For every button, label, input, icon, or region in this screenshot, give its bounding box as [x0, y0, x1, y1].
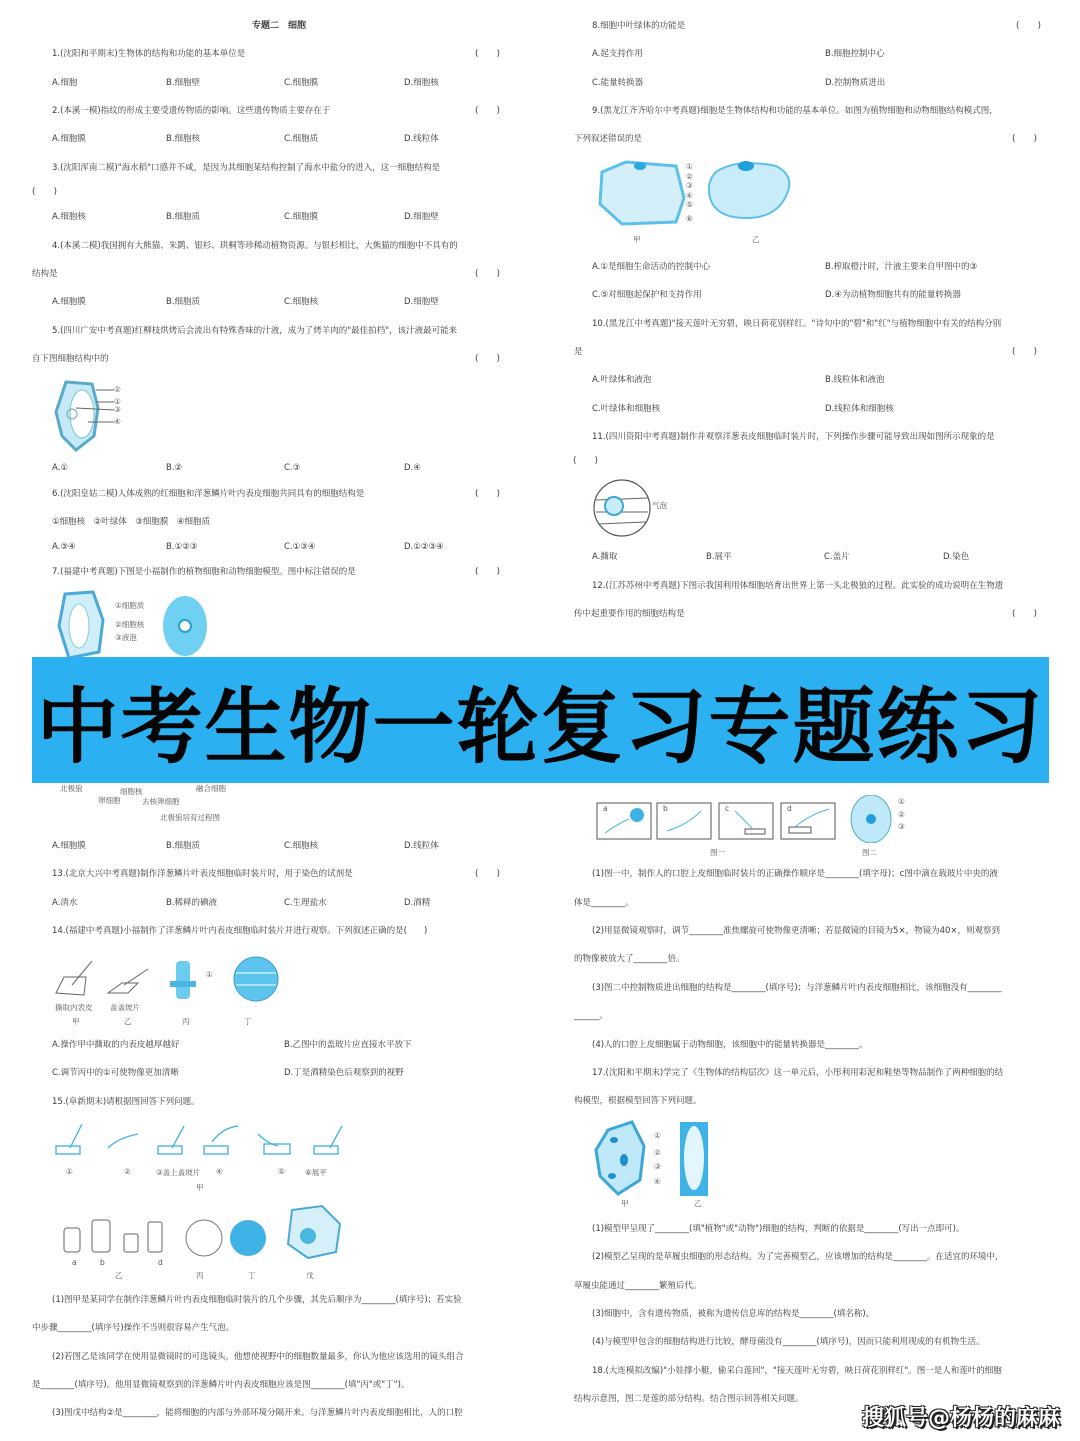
- q15-step-4: ④: [216, 1167, 223, 1176]
- q16-cell-label-2: ②: [898, 810, 905, 819]
- q4-option-b: B.细胞质: [166, 297, 201, 307]
- q4-option-a: A.细胞膜: [52, 297, 86, 307]
- q11-option-a: A.撕取: [592, 552, 618, 562]
- q9-label-3: ③: [686, 181, 693, 190]
- q15-part1-b: 中步骤________(填序号)操作不当则很容易产生气泡。: [32, 1323, 235, 1333]
- q11-text: 11.(四川资阳中考真题)制作并观察洋葱表皮细胞临时装片时，下列操作步骤可能导致出现如图所示现象的是: [592, 432, 995, 442]
- q2-option-b: B.细胞核: [166, 134, 201, 144]
- q5-label-4: ④: [114, 417, 121, 426]
- q15-lens-and-cells-diagram-icon: [60, 1200, 350, 1260]
- q10-option-c: C.叶绿体和细胞核: [592, 404, 661, 414]
- q9-option-b: B.榨取橙汁时，汁液主要来自甲图中的③: [825, 262, 978, 272]
- q14-option-c: C.调节丙中的①可使物像更加清晰: [52, 1068, 179, 1078]
- q17-fig-yi: 乙: [694, 1199, 702, 1208]
- q2-text: 2.(本溪一模)指纹的形成主要受遗传物质的影响。这些遗传物质主要存在于: [52, 106, 331, 116]
- q6-answer-paren: ( ): [475, 489, 501, 499]
- q5-label-2: ②: [114, 385, 121, 394]
- q10-text-cont: 是: [574, 347, 583, 357]
- q17-label-4: ④: [654, 1177, 661, 1186]
- q12-fig-caption: 北极狼培育过程图: [160, 813, 220, 822]
- q1-option-b: B.细胞壁: [166, 78, 201, 88]
- q10-option-a: A.叶绿体和液泡: [592, 375, 652, 385]
- q14-fig-name-bing: 丙: [182, 1017, 190, 1026]
- q16-box-a-label: a: [603, 804, 608, 813]
- q14-fig-name-jia: 甲: [72, 1017, 80, 1026]
- q17-part3: (3)细胞中，含有遗传物质，被称为遗传信息库的结构是________(填名称)。: [592, 1309, 875, 1319]
- q4-text-cont: 结构是: [32, 269, 58, 279]
- q15-part3-a: (3)图戊中结构②是________，能将细胞的内部与外部环境分隔开来。与洋葱鳞片叶内表皮细胞相比，人的口腔: [52, 1408, 463, 1418]
- q5-label-3: ③: [114, 405, 121, 414]
- banner-title: 中考生物一轮复习专题练习: [36, 679, 1045, 775]
- q9-option-c: C.⑤对细胞起保护和支持作用: [592, 290, 702, 300]
- q5-option-a: A.①: [52, 463, 68, 473]
- q15-fig-ding: 丁: [248, 1271, 256, 1280]
- q15-fig-bing: 丙: [196, 1271, 204, 1280]
- q12-text-cont: 传中起重要作用的细胞结构是: [574, 609, 685, 619]
- q13-option-a: A.清水: [52, 898, 78, 908]
- q16-box-d-label: d: [787, 804, 792, 813]
- q16-part2-b: 的物像被放大了________倍。: [574, 954, 685, 964]
- worksheet-title: 专题二 细胞: [252, 21, 307, 31]
- q15-lens-a: a: [72, 1258, 77, 1267]
- q1-answer-paren: ( ): [475, 49, 501, 59]
- q17-text: 17.(沈阳和平期末)学完了《生物体的结构层次》这一单元后，小彤利用彩泥和鞋垫等物品制作了两种细胞的结: [592, 1068, 1004, 1078]
- q14-fig-name-yi: 乙: [124, 1017, 132, 1026]
- q14-procedure-diagram-icon: [52, 955, 282, 1005]
- q8-option-d: D.控制物质进出: [825, 78, 886, 88]
- q16-cell-label-1: ①: [898, 797, 905, 806]
- q15-part2-b: 是________(填序号)。他用显微镜观察到的洋葱鳞片叶内表皮细胞应该是图________(填"丙"或"丁")。: [32, 1380, 410, 1390]
- q6-items: ①细胞核 ②叶绿体 ③细胞膜 ④细胞质: [52, 517, 210, 527]
- q9-label-5: ⑤: [686, 200, 693, 209]
- q5-answer-paren: ( ): [475, 354, 501, 364]
- q16-box-c-label: c: [725, 804, 730, 813]
- q9-label-2: ②: [686, 172, 693, 181]
- q14-text: 14.(福建中考真题)小福制作了洋葱鳞片叶内表皮细胞临时装片并进行观察。下列叙述正确的是( ): [52, 926, 428, 936]
- q11-option-c: C.盖片: [824, 552, 850, 562]
- q9-text: 9.(黑龙江齐齐哈尔中考真题)细胞是生物体结构和功能的基本单位。如图为植物细胞和动物细胞结构模式图，: [592, 106, 998, 116]
- q15-fig-yi: 乙: [115, 1271, 123, 1280]
- q15-fig-wu: 戊: [306, 1271, 314, 1280]
- q9-label-1: ①: [686, 162, 693, 171]
- q15-step-3: ③盖上盖玻片: [156, 1168, 201, 1177]
- q14-fig-name-ding: 丁: [244, 1017, 252, 1026]
- q12-answer-paren: ( ): [1012, 609, 1038, 619]
- q4-answer-paren: ( ): [475, 269, 501, 279]
- q16-cell-label-3: ③: [898, 822, 905, 831]
- q13-option-c: C.生理盐水: [284, 898, 327, 908]
- q16-box-b-label: b: [663, 804, 668, 813]
- q2-answer-paren: ( ): [475, 106, 501, 116]
- q12-option-b: B.细胞质: [166, 841, 201, 851]
- q16-procedure-boxes-diagram-icon: [595, 795, 925, 843]
- q4-option-d: D.细胞壁: [404, 297, 439, 307]
- q11-bubble-microscope-view-icon: [592, 478, 652, 538]
- q12-fig-label-enucleated: 去核卵细胞: [142, 797, 180, 806]
- q17-part2-a: (2)模型乙呈现的是草履虫细胞的形态结构。为了完善模型乙，应该增加的结构是________。在适宜的环境中，: [592, 1252, 1004, 1262]
- q11-option-d: D.染色: [943, 552, 970, 562]
- q10-option-d: D.线粒体和细胞核: [825, 404, 894, 414]
- q18-text-cont: 结构示意图，图二是莲的部分结构。结合图示回答相关问题。: [574, 1394, 804, 1404]
- q15-step-5: ⑤: [278, 1167, 285, 1176]
- q12-fig-label-fused: 融合细胞: [196, 784, 226, 793]
- q12-option-d: D.线粒体: [404, 841, 439, 851]
- q15-part2-a: (2)若图乙是该同学在使用显微镜时的可选镜头，他想使视野中的细胞数量最多，你认为他应该选用的镜头组合: [52, 1352, 464, 1362]
- q17-label-1: ①: [654, 1131, 661, 1140]
- q16-part3-a: (3)图二中控制物质进出细胞的结构是________(填序号)；与洋葱鳞片叶内表皮细胞相比，该细胞没有________: [592, 983, 1002, 993]
- q1-option-d: D.细胞核: [404, 78, 439, 88]
- q5-option-d: D.④: [404, 463, 421, 473]
- q9-fig-jia: 甲: [633, 235, 641, 244]
- q13-option-d: D.酒精: [404, 898, 431, 908]
- q16-part2-a: (2)用显微镜观察时，调节________准焦螺旋可使物像更清晰；若显微镜的目镜为5×，物镜为40×，则观察到: [592, 926, 1001, 936]
- q15-fig-jia: 甲: [196, 1183, 204, 1192]
- q15-step-1: ①: [66, 1167, 73, 1176]
- q7-label-3: ③液泡: [115, 633, 137, 642]
- q2-option-c: C.细胞质: [284, 134, 319, 144]
- q11-option-b: B.展平: [706, 552, 732, 562]
- q9-option-a: A.①是细胞生命活动的控制中心: [592, 262, 710, 272]
- q9-text-cont: 下列叙述错误的是: [574, 134, 643, 144]
- q7-text: 7.(福建中考真题)下图是小福制作的植物细胞和动物细胞模型。图中标注错误的是: [52, 567, 356, 577]
- q16-part1-b: 体是________。: [574, 898, 634, 908]
- q13-text: 13.(北京大兴中考真题)制作洋葱鳞片叶表皮细胞临时装片时，用于染色的试剂是: [52, 869, 353, 879]
- q8-text: 8.细胞中叶绿体的功能是: [592, 21, 686, 31]
- q9-option-d: D.④为动植物细胞共有的能量转换器: [825, 290, 961, 300]
- q3-option-a: A.细胞核: [52, 212, 86, 222]
- q15-lens-b: b: [100, 1258, 105, 1267]
- q10-text: 10.(黑龙江中考真题)"接天莲叶无穷碧，映日荷花别样红。"诗句中的"碧"和"红"与植物细胞中有关的结构分别: [592, 319, 1002, 329]
- q8-option-a: A.起支持作用: [592, 49, 643, 59]
- q12-option-a: A.细胞膜: [52, 841, 86, 851]
- q12-fig-label-wolf: 北极狼: [60, 784, 83, 793]
- q12-fig-label-nucleus: 细胞核: [120, 787, 143, 796]
- q5-option-c: C.③: [284, 463, 301, 473]
- q17-text-cont: 构模型，根据模型回答下列问题。: [574, 1096, 702, 1106]
- q7-answer-paren: ( ): [475, 567, 501, 577]
- q9-answer-paren: ( ): [1012, 134, 1038, 144]
- q5-option-b: B.②: [166, 463, 183, 473]
- q1-option-c: C.细胞膜: [284, 78, 319, 88]
- q6-option-a: A.③④: [52, 542, 76, 552]
- q9-label-6: ⑥: [686, 214, 693, 223]
- q3-text: 3.(沈阳浑南二模)"海水稻"口感并不咸，是因为其细胞某结构控制了海水中盐分的进入，这一细胞结构是: [52, 163, 441, 173]
- q3-option-d: D.细胞壁: [404, 212, 439, 222]
- q2-option-d: D.线粒体: [404, 134, 439, 144]
- q16-part3-b: ______。: [574, 1011, 609, 1021]
- q15-step-6: ⑥展平: [305, 1168, 327, 1177]
- q14-fig-label-cover: 盖盖玻片: [110, 1003, 140, 1012]
- q9-label-4: ④: [686, 191, 693, 200]
- q5-text-cont: 自下图细胞结构中的: [32, 354, 109, 364]
- q12-fig-label-egg: 卵细胞: [98, 796, 121, 805]
- q17-fig-jia: 甲: [621, 1199, 629, 1208]
- q8-answer-paren: ( ): [1016, 21, 1042, 31]
- q14-fig-label-peel: 撕取内表皮: [55, 1003, 93, 1012]
- q14-fig-label-1: ①: [206, 970, 213, 979]
- q2-option-a: A.细胞膜: [52, 134, 86, 144]
- title-banner: [32, 657, 1049, 783]
- q16-fig2-caption: 图二: [862, 848, 877, 857]
- q15-text: 15.(阜新期末)请根据图回答下列问题。: [52, 1097, 200, 1107]
- source-watermark: 搜狐号@杨杨的麻麻: [862, 1406, 1061, 1431]
- q9-fig-yi: 乙: [752, 235, 760, 244]
- q1-option-a: A.细胞: [52, 78, 78, 88]
- q8-option-c: C.能量转换器: [592, 78, 644, 88]
- q14-option-a: A.操作甲中撕取的内表皮越厚越好: [52, 1040, 180, 1050]
- q6-option-d: D.①②③④: [404, 542, 444, 552]
- q17-part4: (4)与模型甲包含的细胞结构进行比较，酵母菌没有________(填序号)，因而只能利用现成的有机物生活。: [592, 1337, 985, 1347]
- q10-option-b: B.线粒体和液泡: [825, 375, 885, 385]
- q11-bubble-label: 气泡: [652, 501, 667, 510]
- q14-option-d: D.丁是酒精染色后观察到的视野: [284, 1068, 404, 1078]
- q7-label-2: ②细胞核: [115, 620, 145, 629]
- q9-plant-animal-cell-diagram-icon: [596, 158, 806, 228]
- q14-option-b: B.乙图中的盖玻片应直接水平放下: [284, 1040, 412, 1050]
- q17-part2-b: 草履虫能通过________繁殖后代。: [574, 1281, 702, 1291]
- q15-lens-d: d: [158, 1258, 163, 1267]
- q18-text: 18.(大连模拟改编)"小娃撑小艇，偷采白莲回"，"接天莲叶无穷碧，映日荷花别样红"。图一是人和莲叶的细胞: [592, 1366, 1002, 1376]
- q7-label-1: ①细胞质: [115, 601, 145, 610]
- q6-option-c: C.①③④: [284, 542, 316, 552]
- q16-part1-a: (1)图一中，制作人的口腔上皮细胞临时装片的正确操作顺序是________(填字母)；c图中滴在载玻片中央的液: [592, 869, 998, 879]
- q17-label-2: ②: [654, 1148, 661, 1157]
- q3-option-b: B.细胞质: [166, 212, 201, 222]
- q12-option-c: C.细胞核: [284, 841, 319, 851]
- q3-answer-paren: ( ): [32, 187, 58, 197]
- q5-label-1: ①: [114, 397, 121, 406]
- q15-step-2: ②: [124, 1167, 131, 1176]
- q15-steps-diagram-icon: [52, 1120, 352, 1160]
- q10-answer-paren: ( ): [1012, 347, 1038, 357]
- q6-text: 6.(沈阳皇姑二模)人体成熟的红细胞和洋葱鳞片叶内表皮细胞共同具有的细胞结构是: [52, 489, 365, 499]
- q13-answer-paren: ( ): [475, 869, 501, 879]
- q3-option-c: C.细胞膜: [284, 212, 319, 222]
- q4-option-c: C.细胞核: [284, 297, 319, 307]
- q11-answer-paren: ( ): [573, 456, 599, 466]
- q17-label-3: ③: [654, 1162, 661, 1171]
- q13-option-b: B.稀释的碘液: [166, 898, 218, 908]
- q5-text: 5.(四川广安中考真题)红柳枝烘烤后会流出有特殊香味的汁液，成为了烤羊肉的"最佳拍档"，该汁液最可能来: [52, 326, 458, 336]
- q1-text: 1.(沈阳和平期末)生物体的结构和功能的基本单位是: [52, 49, 246, 59]
- q6-option-b: B.①②③: [166, 542, 198, 552]
- q15-part1-a: (1)图甲是某同学在制作洋葱鳞片叶内表皮细胞临时装片的几个步骤，其先后顺序为________(填序号)；若实验: [52, 1295, 462, 1305]
- q12-text: 12.(江苏苏州中考真题)下图示我国利用体细胞培育出世界上第一头北极狼的过程。此实验的成功说明在生物遗: [592, 581, 1004, 591]
- q16-fig1-caption: 图一: [710, 848, 725, 857]
- q4-text: 4.(本溪二模)我国拥有大熊猫、朱鹮、银杉、珙桐等珍稀动植物资源。与银杉相比，大熊猫的细胞中不具有的: [52, 241, 458, 251]
- q8-option-b: B.细胞控制中心: [825, 49, 885, 59]
- q17-part1: (1)模型甲呈现了________(填"植物"或"动物")细胞的结构，判断的依据是________(写出一点即可)。: [592, 1224, 965, 1234]
- q16-part4: (4)人的口腔上皮细胞属于动物细胞，该细胞中的能量转换器是________。: [592, 1040, 868, 1050]
